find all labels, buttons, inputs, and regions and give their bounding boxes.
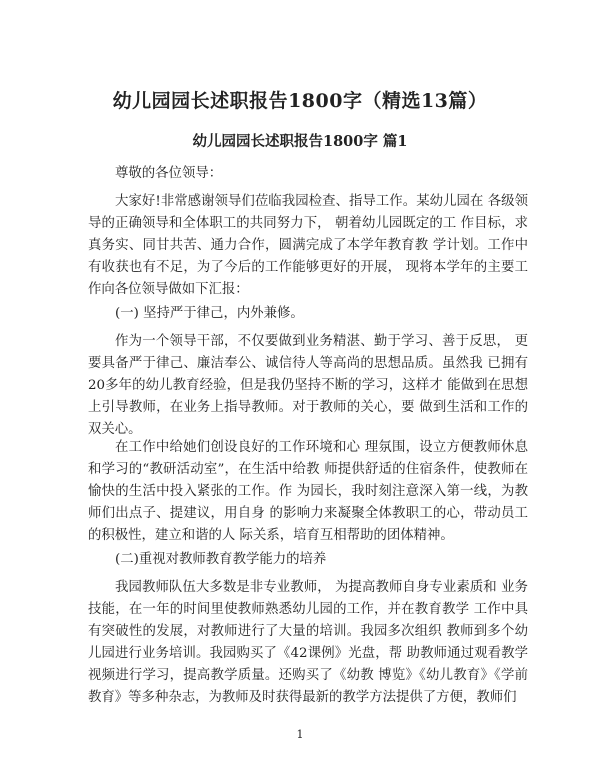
paragraph-teacher-training: 我园教师队伍大多数是非专业教师， 为提高教师自身专业素质和 业务技能，在一年的时间里使教师熟悉幼儿园的工作，并在教育教学 工作中具有突破性的发展，对教师进行了大量的培训。我园多次组织 教师到多个幼儿园进行业务培训。我园购买了《42课例》光盘，帮 助教师通过观看教学视频进行学习，提高教学质量。还购买了《幼教 博览》《幼儿教育》《学前教育》等多种杂志，为教师及时获得最新的教学方法提供了方便，教师们: [88, 580, 528, 705]
section-heading-2: (二)重视对教师教育教学能力的培养: [115, 552, 327, 567]
paragraph-work-environment: 在工作中给她们创设良好的工作环境和心 理氛围，设立方便教师休息和学习的“教研活动室”，在生活中给教 师提供舒适的住宿条件，使教师在愉快的生活中投入紧张的工作。作 为园长，我时刻注意深入第一线，为教师们出点子、提建议，用自身 的影响力来凝聚全体教职工的心，带动员工的积极性，建立和谐的人 际关系，培育互相帮助的团体精神。: [88, 440, 528, 543]
page-number: 1: [296, 728, 304, 741]
salutation: 尊敬的各位领导：: [115, 166, 223, 181]
section-title: 幼儿园园长述职报告1800字 篇1: [192, 133, 408, 150]
section-heading-1: (一) 坚持严于律己，内外兼修。: [115, 306, 304, 321]
paragraph-intro: 大家好!非常感谢领导们莅临我园检查、指导工作。某幼儿园在 各级领导的正确领导和全体职工的共同努力下， 朝着幼儿园既定的工 作目标，求真务实、同甘共苦、通力合作，圆满完成了本学年教育教 学计划。工作中有收获也有不足，为了今后的工作能够更好的开展， 现将本学年的主要工作向各位领导做如下汇报：: [88, 194, 528, 297]
paragraph-self-discipline: 作为一个领导干部，不仅要做到业务精湛、勤于学习、善于反思， 更要具备严于律己、廉洁奉公、诚信待人等高尚的思想品质。虽然我 已拥有20多年的幼儿教育经验，但是我仍坚持不断的学习，这样才 能做到在思想上引导教师，在业务上指导教师。对于教师的关心，要 做到生活和工作的双关心。: [88, 334, 528, 437]
document-title: 幼儿园园长述职报告1800字（精选13篇）: [112, 90, 488, 112]
